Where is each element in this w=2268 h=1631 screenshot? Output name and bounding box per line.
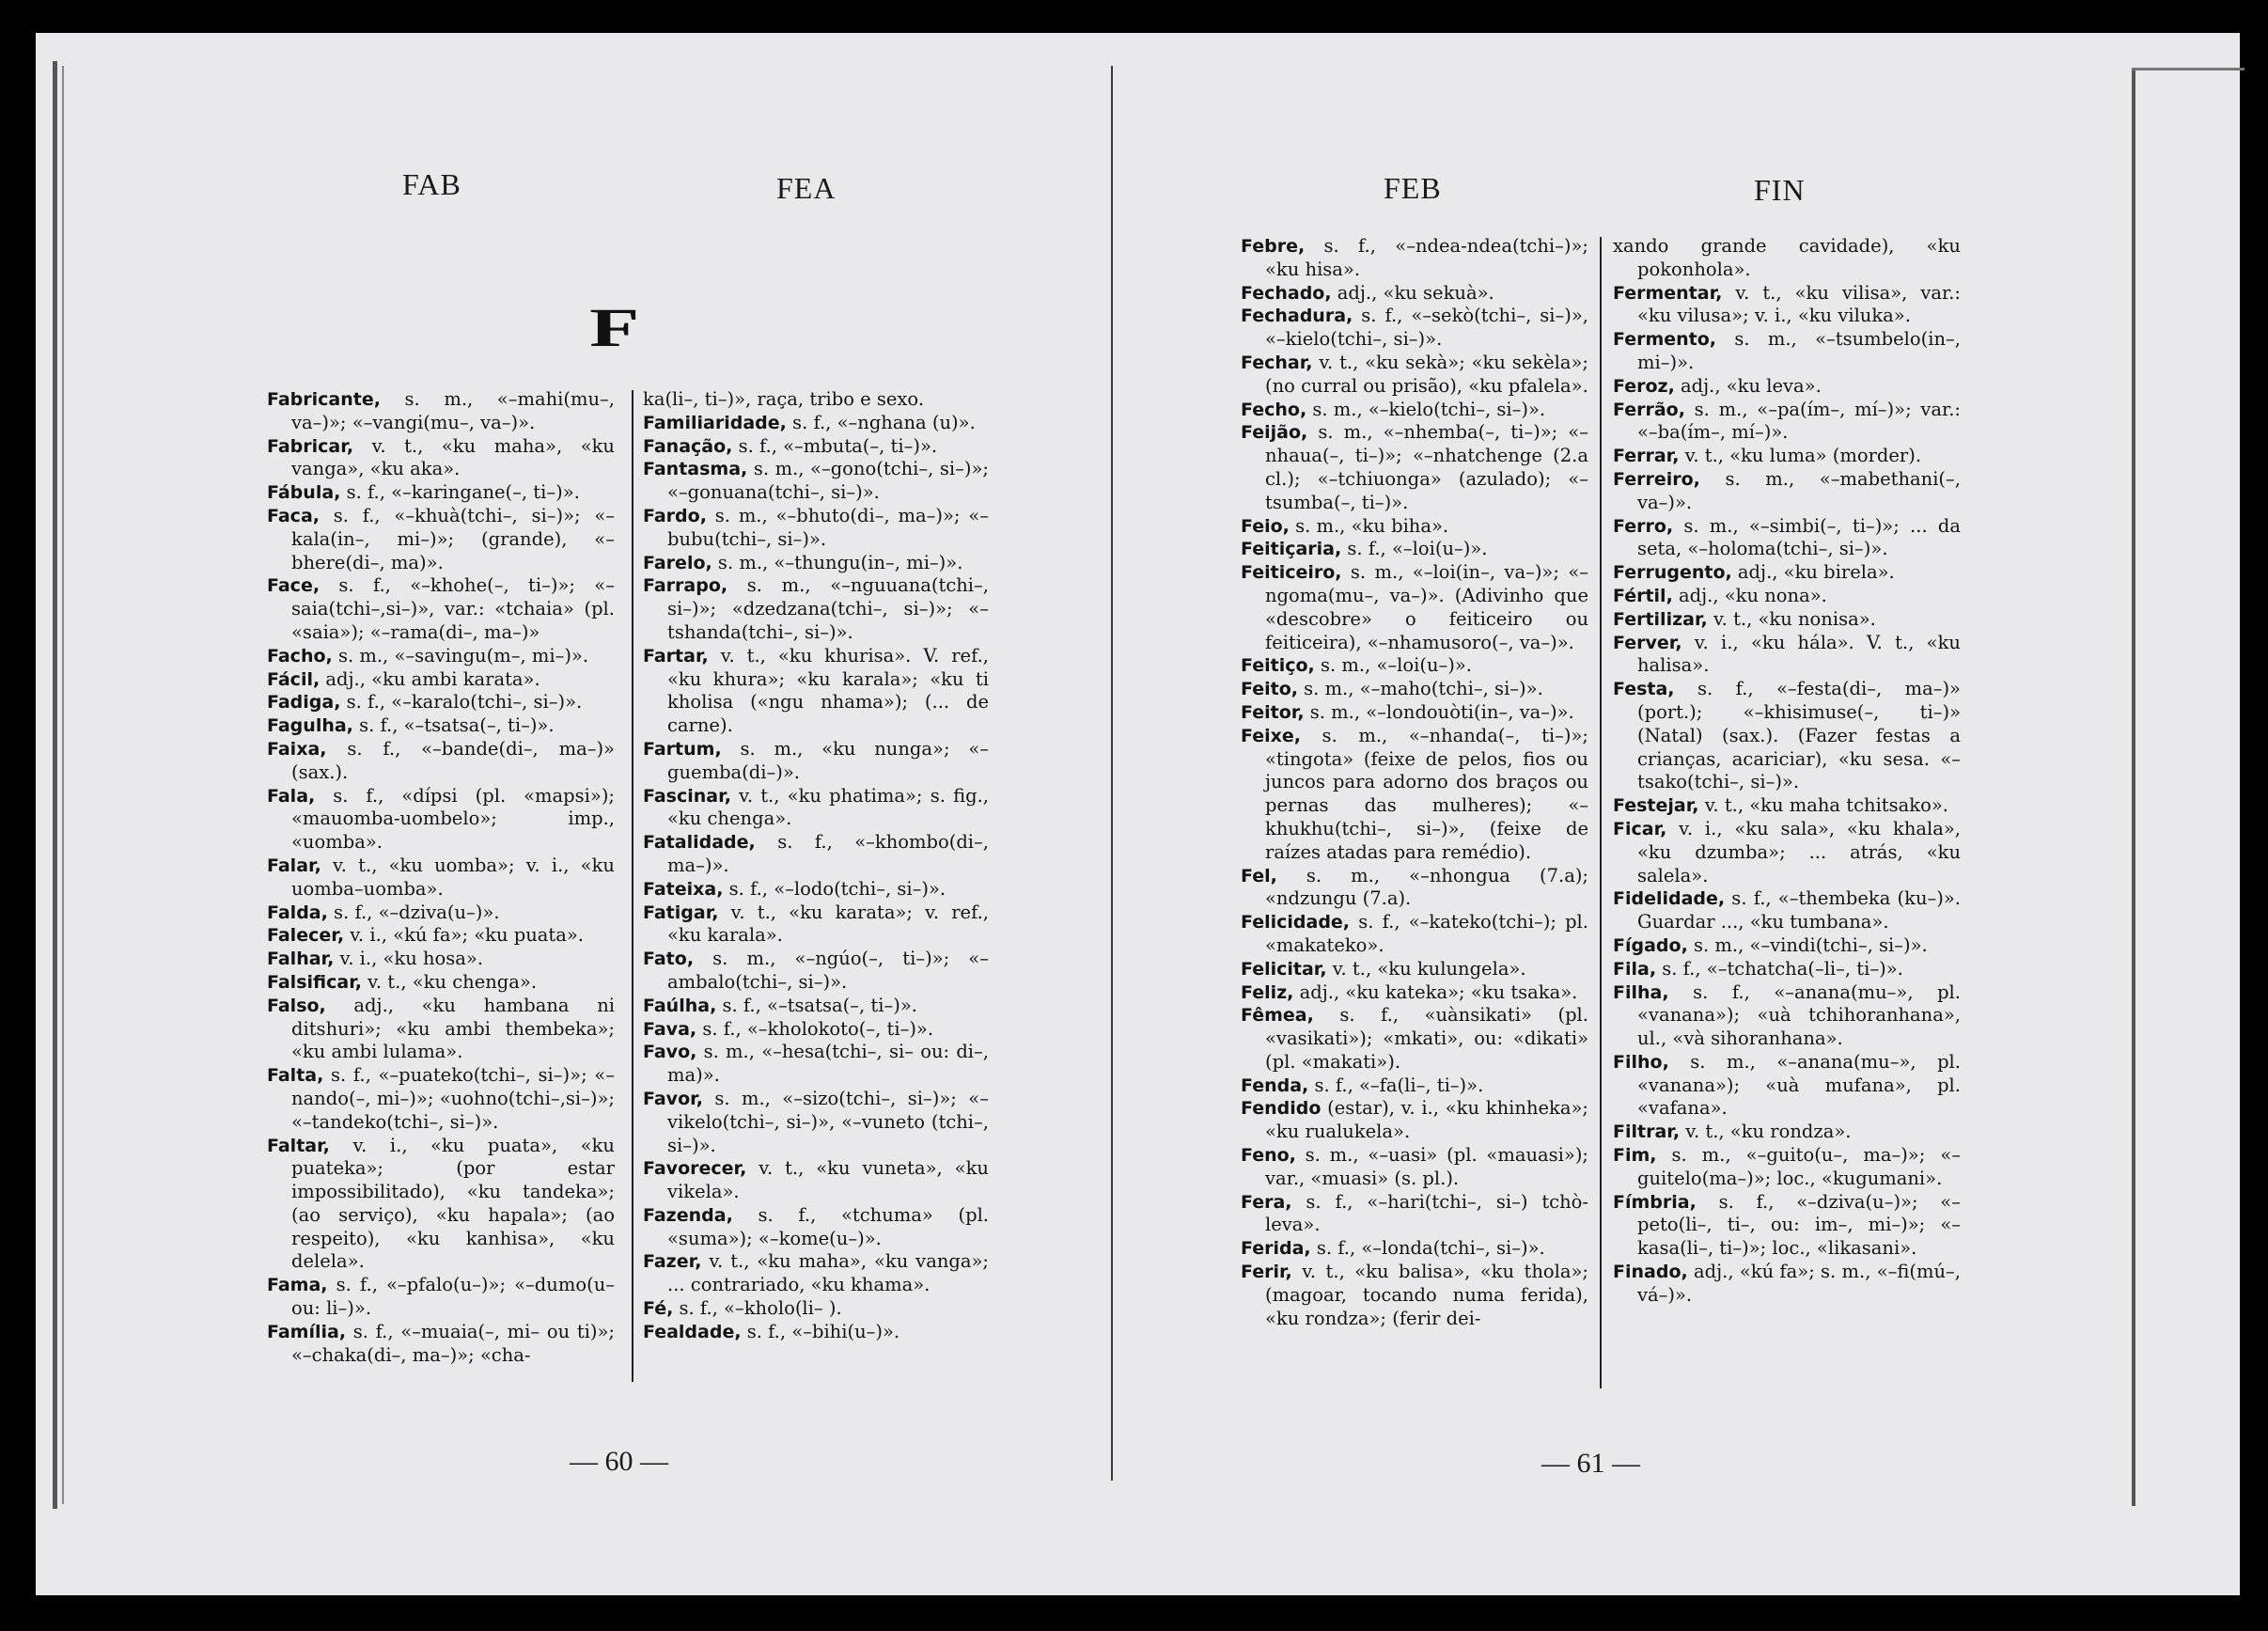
dictionary-entry [1241, 701, 1588, 725]
page-edge-top-right [2132, 68, 2245, 71]
entry-headword: Ferro, [1613, 515, 1674, 537]
dictionary-entry [267, 645, 615, 668]
entry-headword: Fidelidade, [1613, 888, 1726, 910]
dictionary-entry [1613, 818, 1961, 887]
entry-definition: s. f., «–thembeka (ku–)». Guardar ..., «ku tumbana». [1637, 887, 1961, 933]
entry-definition: v. i., «kú fa»; «ku puata». [344, 924, 584, 947]
entry-definition: s. f., «–tsatsa(–, ti–)». [716, 994, 917, 1016]
dictionary-entry [1613, 632, 1961, 679]
entry-headword: Fazer, [643, 1251, 702, 1273]
entry-headword: Fatalidade, [643, 832, 756, 854]
dictionary-entry [1241, 1004, 1588, 1074]
entry-definition: ka(li–, ti–)», raça, tribo e sexo. [643, 388, 925, 410]
entry-headword: Falta, [267, 1065, 324, 1087]
entry-headword: Falso, [267, 995, 326, 1016]
entry-headword: Feitiçaria, [1241, 539, 1342, 560]
entry-definition: adj., «ku kateka»; «ku tsaka». [1293, 980, 1578, 1003]
entry-headword: Fábula, [267, 482, 341, 504]
entry-headword: Faúlha, [643, 995, 717, 1016]
entry-definition: s. m., «–uasi» (pl. «mauasi»); var., «muasi» (s. pl.). [1265, 1144, 1588, 1189]
entry-definition: v. t., «ku nonisa». [1707, 607, 1876, 630]
entry-headword: Febre, [1241, 236, 1306, 257]
entry-headword: Ferida, [1241, 1238, 1311, 1260]
column-divider-left [632, 390, 633, 1382]
entry-definition: adj., «ku nona». [1672, 584, 1827, 606]
entry-definition: v. t., «ku vilisa», var.: «ku vilusa»; v. i., «ku viluka». [1637, 281, 1961, 327]
entry-headword: Feno, [1241, 1145, 1296, 1167]
entry-definition: s. f., «–karingane(–, ti–)». [340, 481, 580, 504]
book-spine [1111, 66, 1113, 1481]
dictionary-entry [267, 714, 615, 738]
dictionary-entry [643, 1157, 989, 1204]
entry-headword: Ferver, [1613, 632, 1682, 653]
entry-definition: v. i., «ku sala», «ku khala», «ku dzumba»; ... atrás, «ku salela». [1637, 817, 1961, 886]
entry-definition: s. f., «dípsi (pl. «mapsi»); «mauomba-uombelo»; imp., «uomba». [291, 784, 615, 854]
entry-headword: Face, [267, 575, 321, 597]
dictionary-entry [1613, 1121, 1961, 1144]
entry-headword: Familiaridade, [643, 412, 787, 433]
dictionary-entry [267, 924, 615, 948]
entry-headword: Facho, [267, 645, 333, 667]
dictionary-entry [1613, 445, 1961, 468]
entry-headword: Fartum, [643, 738, 722, 760]
dictionary-entry [1241, 725, 1588, 865]
running-head-right-fin: FIN [1754, 173, 1806, 207]
dictionary-entry [643, 1018, 989, 1042]
entry-headword: Feito, [1241, 679, 1298, 700]
dictionary-entry [267, 995, 615, 1064]
entry-definition: s. m., «–sizo(tchi–, si–)»; «–vikelo(tchi–, si–)», «–vuneto (tchi–, si–)». [667, 1087, 989, 1156]
entry-headword: Fantasma, [643, 459, 748, 480]
entry-headword: Fanação, [643, 435, 733, 457]
entry-headword: Fechadura, [1241, 306, 1353, 327]
entry-definition: s. m., «–londouòti(in–, va–)». [1304, 700, 1574, 723]
entry-definition: s. f., «–dziva(u–)»; «–peto(li–, ti–, ou: im–, mi–)»; «–kasa(li–, ti–)»; loc., «likasani». [1637, 1190, 1961, 1260]
dictionary-entry [1613, 282, 1961, 329]
dictionary-entry [643, 1250, 989, 1297]
dictionary-entry [267, 948, 615, 971]
page-edge-left-inner [62, 66, 64, 1504]
dictionary-entry [643, 878, 989, 902]
entry-definition: v. i., «ku hosa». [334, 948, 484, 970]
entry-headword: Fertilizar, [1613, 608, 1708, 630]
dictionary-entry [267, 481, 615, 505]
entry-definition: s. m., «–savingu(m–, mi–)». [332, 644, 589, 667]
right-page-column-2 [1613, 235, 1961, 1308]
dictionary-entry [1241, 1191, 1588, 1238]
entry-definition: v. t., «ku maha», «ku vanga», «ku aka». [291, 434, 615, 480]
entry-definition: s. m., «–nhemba(–, ti–)»; «–nhaua(–, ti–)»; «–nhatchenge (2.a cl.); «–tchiuonga» (azulado); «–tsumba(–, ti–)». [1265, 421, 1588, 513]
entry-headword: Fêmea, [1241, 1005, 1314, 1027]
entry-headword: Família, [267, 1321, 347, 1342]
dictionary-entry [643, 1041, 989, 1088]
entry-definition: s. m., «–bhuto(di–, ma–)»; «–bubu(tchi–, si–)». [667, 504, 989, 550]
entry-headword: Ferrão, [1613, 399, 1685, 420]
entry-definition: s. f., «–kholokoto(–, ti–)». [696, 1017, 934, 1040]
entry-definition: v. t., «ku maha», «ku vanga»; ... contrariado, «ku khama». [667, 1250, 989, 1296]
dictionary-entry [643, 574, 989, 644]
entry-definition: xando grande cavidade), «ku pokonhola». [1613, 235, 1961, 280]
entry-headword: Fechar, [1241, 352, 1313, 373]
entry-headword: Fagulha, [267, 715, 353, 737]
dictionary-entry [1241, 1261, 1588, 1330]
entry-headword: Ferir, [1241, 1262, 1292, 1283]
entry-headword: Falhar, [267, 949, 335, 970]
entry-headword: Fechado, [1241, 282, 1332, 304]
dictionary-entry [1613, 794, 1961, 818]
entry-headword: Fila, [1613, 958, 1657, 980]
section-letter: F [589, 297, 640, 358]
dictionary-entry [643, 412, 989, 435]
dictionary-entry [1613, 1051, 1961, 1121]
column-divider-right [1600, 237, 1602, 1388]
entry-headword: Fama, [267, 1275, 328, 1296]
dictionary-entry [1241, 1097, 1588, 1144]
entry-headword: Felicitar, [1241, 958, 1327, 980]
entry-definition: s. m., «–pa(ím–, mí–)»; var.: «–ba(ím–, mí–)». [1637, 398, 1961, 444]
entry-headword: Farelo, [643, 552, 712, 573]
entry-headword: Fermentar, [1613, 282, 1723, 304]
entry-definition: s. f., «–khohe(–, ti–)»; «–saia(tchi–,si–)», var.: «tchaia» (pl. «saia»); «–rama(di–, ma–)» [291, 574, 615, 643]
entry-definition: s. m., «–nhanda(–, ti–)»; «tingota» (feixe de pelos, fios ou juncos para adorno dos braços ou pernas das mulheres); «–khukhu(tchi–, si–)», (feixe de raízes atadas para remédio). [1265, 724, 1588, 863]
entry-headword: Favorecer, [643, 1158, 747, 1180]
entry-headword: Farrapo, [643, 575, 728, 597]
dictionary-entry [1613, 608, 1961, 632]
dictionary-entry [1241, 958, 1588, 981]
entry-headword: Finado, [1613, 1262, 1688, 1283]
dictionary-entry [1613, 678, 1961, 794]
entry-headword: Feitor, [1241, 701, 1305, 723]
entry-headword: Feiticeiro, [1241, 562, 1342, 584]
entry-headword: Feio, [1241, 515, 1290, 537]
entry-definition: adj., «ku ambi karata». [320, 667, 540, 690]
right-page-column-1 [1241, 235, 1588, 1330]
entry-definition: v. t., «ku balisa», «ku thola»; (magoar, tocando numa ferida), «ku rondza»; (ferir dei- [1265, 1261, 1588, 1329]
dictionary-entry [1241, 981, 1588, 1005]
dictionary-entry [1613, 399, 1961, 446]
entry-definition: s. m., «–thungu(in–, mi–)». [712, 551, 963, 573]
dictionary-entry [1241, 352, 1588, 399]
entry-headword: Feixe, [1241, 725, 1301, 746]
entry-definition: adj., «ku birela». [1731, 561, 1895, 584]
dictionary-entry [267, 855, 615, 902]
entry-definition: v. t., «ku kulungela». [1326, 957, 1526, 980]
dictionary-entry [1241, 305, 1588, 352]
dictionary-entry [267, 971, 615, 995]
dictionary-entry [1613, 887, 1961, 934]
entry-definition: v. t., «ku rondza». [1680, 1121, 1852, 1143]
entry-definition: s. m., «–nguuana(tchi–, si–)»; «dzedzana(tchi–, si–)»; «–tshanda(tchi–, si–)». [667, 574, 989, 643]
entry-headword: Fabricante, [267, 389, 381, 410]
entry-headword: Filtrar, [1613, 1121, 1681, 1143]
entry-definition: s. m., «–mabethani(–, va–)». [1637, 467, 1961, 513]
entry-headword: Festejar, [1613, 795, 1699, 817]
dictionary-entry [267, 785, 615, 855]
entry-definition: s. f., «–pfalo(u–)»; «–dumo(u– ou: li–)». [291, 1274, 615, 1320]
entry-headword: Feitiço, [1241, 655, 1315, 677]
entry-headword: Ferrugento, [1613, 562, 1732, 584]
entry-definition: s. m., «–loi(in–, va–)»; «–ngoma(mu–, va–)». (Adivinho que «descobre» o feiticeiro ou feiticeira), «–nhamusoro(–, va–)». [1265, 561, 1588, 653]
dictionary-entry [267, 691, 615, 714]
dictionary-entry [643, 785, 989, 832]
dictionary-entry [1241, 865, 1588, 912]
entry-definition: v. t., «ku uomba»; v. i., «ku uomba–uomba». [291, 854, 615, 900]
dictionary-entry [267, 388, 615, 435]
entry-definition: s. m., «–anana(mu–», pl. «vanana»); «uà mufana», pl. «vafana». [1637, 1050, 1961, 1120]
entry-headword: Falda, [267, 902, 328, 923]
entry-definition: s. f., «–hari(tchi–, si–) tchò-leva». [1265, 1190, 1588, 1236]
dictionary-entry [643, 458, 989, 505]
entry-headword: Falecer, [267, 925, 345, 947]
entry-headword: Faca, [267, 505, 320, 526]
entry-headword: Falsificar, [267, 971, 362, 993]
entry-definition: s. f., «–khuà(tchi–, si–)»; «–kala(in–, mi–)»; (grande), «–bhere(di–, ma)». [291, 504, 615, 573]
entry-headword: Fecho, [1241, 399, 1307, 420]
dictionary-entry [643, 388, 989, 412]
page-edge-left [53, 61, 57, 1509]
dictionary-entry [1613, 981, 1961, 1051]
entry-definition: s. f., «–festa(di–, ma–)» (port.); «–khisimuse(–, ti–)» (Natal) (sax.). (Fazer festas a crianças, acariciar), «ku sesa. «–tsako(tchi–, si–)». [1637, 678, 1961, 793]
entry-headword: Fera, [1241, 1191, 1292, 1213]
dictionary-entry [643, 552, 989, 575]
dictionary-entry [643, 505, 989, 552]
entry-headword: Fato, [643, 949, 695, 970]
entry-headword: Favor, [643, 1088, 703, 1109]
dictionary-entry [1613, 375, 1961, 399]
dictionary-entry [1241, 421, 1588, 514]
entry-headword: Ferreiro, [1613, 468, 1700, 490]
entry-definition: v. t., «ku chenga». [361, 970, 538, 993]
entry-headword: Fazenda, [643, 1204, 733, 1226]
entry-headword: Fendido [1241, 1098, 1322, 1120]
entry-definition: s. m., «–hesa(tchi–, si– ou: di–, ma)». [667, 1041, 989, 1087]
dictionary-entry [1613, 958, 1961, 981]
dictionary-entry [1613, 1191, 1961, 1261]
dictionary-entry [1613, 328, 1961, 375]
dictionary-entry [1241, 561, 1588, 654]
dictionary-entry [267, 574, 615, 644]
dictionary-entry [643, 1088, 989, 1157]
dictionary-entry [643, 1204, 989, 1251]
entry-definition: v. t., «ku karata»; v. ref., «ku karala». [667, 901, 989, 947]
entry-definition: v. t., «ku khurisa». V. ref., «ku khura»; «ku karala»; «ku ti kholisa («ngu nhama»); (... de carne). [667, 644, 989, 737]
entry-definition: s. m., «–gono(tchi–, si–)»; «–gonuana(tchi–, si–)». [667, 458, 989, 504]
entry-headword: Fealdade, [643, 1321, 742, 1342]
entry-headword: Fascinar, [643, 785, 731, 807]
entry-definition: s. f., «–tchatcha(–li–, ti–)». [1656, 957, 1903, 980]
dictionary-entry [643, 645, 989, 738]
entry-definition: s. m., «–nhongua (7.a); «ndzungu (7.a). [1265, 864, 1588, 910]
entry-headword: Fadiga, [267, 692, 341, 714]
entry-headword: Fel, [1241, 865, 1277, 886]
entry-definition: s. m., «–maho(tchi–, si–)». [1297, 678, 1543, 700]
dictionary-entry [1613, 235, 1961, 282]
entry-headword: Fermento, [1613, 329, 1717, 351]
dictionary-entry [1241, 538, 1588, 561]
entry-definition: s. f., «–dziva(u–)». [327, 901, 500, 923]
dictionary-entry [267, 668, 615, 692]
entry-definition: s. f., «–mbuta(–, ti–)». [732, 434, 938, 457]
entry-definition: s. f., «–muaia(–, mi– ou ti)»; «–chaka(di–, ma–)»; «cha- [291, 1320, 615, 1366]
entry-definition: adj., «ku hambana ni ditshuri»; «ku ambi thembeka»; «ku ambi lulama». [291, 994, 615, 1063]
dictionary-entry [267, 1274, 615, 1321]
entry-headword: Fala, [267, 785, 316, 807]
entry-definition: s. f., «–nghana (u)». [786, 411, 976, 433]
left-page-column-1 [267, 388, 615, 1367]
dictionary-entry [643, 1297, 989, 1321]
dictionary-entry [1613, 934, 1961, 958]
dictionary-entry [267, 902, 615, 925]
entry-headword: Festa, [1613, 679, 1675, 700]
dictionary-entry [1613, 585, 1961, 608]
dictionary-entry [643, 1321, 989, 1344]
entry-definition: v. t., «ku phatima»; s. fig., «ku chenga». [667, 784, 989, 830]
page-number-left: — 60 — [570, 1446, 668, 1477]
entry-definition: s. m., «–guito(u–, ma–)»; «–guitelo(ma–)»; loc., «kugumani». [1637, 1144, 1961, 1189]
entry-definition: s. f., «uànsikati» (pl. «vasikati»); «mkati», ou: «dikati» (pl. «makati»). [1265, 1004, 1588, 1073]
entry-definition: v. t., «ku luma» (morder). [1679, 445, 1922, 467]
entry-definition: s. m., «–ngúo(–, ti–)»; «–ambalo(tchi–, si–)». [667, 948, 989, 993]
entry-headword: Fértil, [1613, 585, 1673, 606]
dictionary-entry [1613, 1144, 1961, 1191]
entry-definition: s. m., «–kielo(tchi–, si–)». [1306, 398, 1546, 420]
entry-headword: Fenda, [1241, 1074, 1309, 1096]
dictionary-entry [267, 1064, 615, 1134]
dictionary-entry [267, 738, 615, 785]
left-page-column-2 [643, 388, 989, 1344]
entry-headword: Fabricar, [267, 435, 354, 457]
entry-definition: s. m., «ku nunga»; «–guemba(di–)». [667, 737, 989, 783]
dictionary-entry [1241, 911, 1588, 958]
dictionary-entry [1241, 678, 1588, 701]
entry-headword: Felicidade, [1241, 912, 1351, 933]
entry-definition: s. f., «–puateko(tchi–, si–)»; «–nando(–, mi–)»; «uohno(tchi–,si–)»; «–tandeko(tchi–, si–)». [291, 1064, 615, 1133]
entry-definition: (estar), v. i., «ku khinheka»; «ku rualukela». [1265, 1097, 1588, 1143]
entry-definition: s. f., «–loi(u–)». [1341, 538, 1488, 560]
entry-headword: Falar, [267, 855, 321, 876]
dictionary-entry [267, 505, 615, 574]
entry-headword: Ficar, [1613, 818, 1667, 839]
dictionary-entry [1613, 468, 1961, 515]
entry-headword: Fímbria, [1613, 1191, 1697, 1213]
entry-definition: s. f., «–karalo(tchi–, si–)». [340, 691, 583, 714]
entry-definition: s. f., «–kholo(li– ). [673, 1297, 842, 1320]
entry-definition: s. m., «–tsumbelo(in–, mi–)». [1637, 328, 1961, 373]
entry-headword: Fácil, [267, 668, 321, 690]
dictionary-entry [1241, 235, 1588, 282]
entry-definition: s. m., «–mahi(mu–, va–)»; «–vangi(mu–, va–)». [291, 388, 615, 433]
page-number-right: — 61 — [1541, 1448, 1640, 1479]
dictionary-entry [643, 995, 989, 1018]
entry-definition: s. m., «ku biha». [1289, 514, 1449, 537]
dictionary-entry [267, 1321, 615, 1368]
entry-headword: Feroz, [1613, 375, 1675, 397]
entry-definition: s. f., «–bande(di–, ma–)» (sax.). [291, 737, 615, 783]
running-head-left-fab: FAB [402, 167, 461, 201]
entry-definition: s. f., «–sekò(tchi–, si–)», «–kielo(tchi–, si–)». [1265, 305, 1588, 351]
entry-definition: s. m., «–loi(u–)». [1314, 654, 1472, 677]
dictionary-entry [1613, 515, 1961, 562]
entry-headword: Fava, [643, 1018, 697, 1040]
dictionary-entry [1241, 1144, 1588, 1191]
entry-headword: Faltar, [267, 1135, 330, 1156]
entry-definition: s. f., «–bihi(u–)». [741, 1320, 900, 1342]
entry-headword: Fim, [1613, 1145, 1657, 1167]
entry-definition: v. t., «ku vuneta», «ku vikela». [667, 1157, 989, 1203]
entry-headword: Ferrar, [1613, 446, 1680, 467]
dictionary-entry [643, 831, 989, 878]
page-edge-right [2132, 68, 2135, 1506]
entry-definition: s. f., «–ndea-ndea(tchi–)»; «ku hisa». [1265, 235, 1588, 280]
dictionary-entry [1241, 654, 1588, 678]
dictionary-entry [1613, 561, 1961, 585]
entry-headword: Feijão, [1241, 422, 1308, 444]
entry-definition: s. f., «–kateko(tchi–); pl. «makateko». [1265, 911, 1588, 956]
dictionary-entry [1241, 515, 1588, 539]
entry-definition: adj., «ku leva». [1674, 374, 1822, 397]
entry-headword: Faixa, [267, 738, 327, 760]
dictionary-entry [267, 1135, 615, 1275]
entry-headword: Filho, [1613, 1051, 1669, 1073]
entry-headword: Filha, [1613, 981, 1669, 1003]
dictionary-entry [643, 435, 989, 459]
dictionary-entry [267, 435, 615, 482]
entry-headword: Fígado, [1613, 934, 1688, 956]
entry-definition: s. f., «–tsatsa(–, ti–)». [352, 714, 555, 737]
dictionary-entry [643, 902, 989, 949]
dictionary-entry [643, 738, 989, 785]
entry-headword: Fartar, [643, 645, 709, 667]
entry-definition: s. f., «–anana(mu–», pl. «vanana»); «uà tchihoranhana», ul., «và sihoranhana». [1637, 980, 1961, 1050]
entry-definition: s. f., «tchuma» (pl. «suma»); «–kome(u–)». [667, 1203, 989, 1249]
entry-definition: s. f., «–fa(li–, ti–)». [1308, 1074, 1484, 1096]
running-head-right-feb: FEB [1384, 171, 1442, 205]
dictionary-entry [1241, 1237, 1588, 1261]
entry-definition: s. f., «–londa(tchi–, si–)». [1310, 1237, 1545, 1260]
entry-definition: v. t., «ku sekà»; «ku sekèla»; (no curral ou prisão), «ku pfalela». [1265, 351, 1588, 397]
entry-definition: s. m., «–vindi(tchi–, si–)». [1687, 933, 1928, 956]
dictionary-entry [1241, 282, 1588, 306]
entry-headword: Favo, [643, 1042, 697, 1063]
entry-definition: v. t., «ku maha tchitsako». [1698, 794, 1948, 817]
entry-definition: s. f., «–khombo(di–, ma–)». [667, 831, 989, 876]
entry-definition: s. m., «–simbi(–, ti–)»; ... da seta, «–holoma(tchi–, si–)». [1637, 514, 1961, 560]
entry-definition: adj., «ku sekuà». [1331, 281, 1494, 304]
entry-definition: s. f., «–lodo(tchi–, si–)». [723, 877, 946, 900]
dictionary-entry [643, 948, 989, 995]
entry-headword: Fateixa, [643, 878, 724, 900]
entry-definition: adj., «kú fa»; s. m., «–fi(mú–, vá–)». [1637, 1261, 1961, 1306]
dictionary-entry [1613, 1261, 1961, 1308]
dictionary-entry [1241, 399, 1588, 422]
dictionary-entry [1241, 1074, 1588, 1098]
entry-definition: v. i., «ku hála». V. t., «ku halisa». [1637, 631, 1961, 677]
entry-headword: Fardo, [643, 505, 707, 526]
entry-headword: Feliz, [1241, 981, 1294, 1003]
entry-definition: v. i., «ku puata», «ku puateka»; (por estar impossibilitado), «ku tandeka»; (ao serviço), «ku hapala»; (ao respeito), «ku kanhisa», «ku delela». [291, 1134, 615, 1273]
entry-headword: Fé, [643, 1298, 674, 1320]
running-head-left-fea: FEA [776, 171, 837, 205]
entry-headword: Fatigar, [643, 902, 719, 923]
